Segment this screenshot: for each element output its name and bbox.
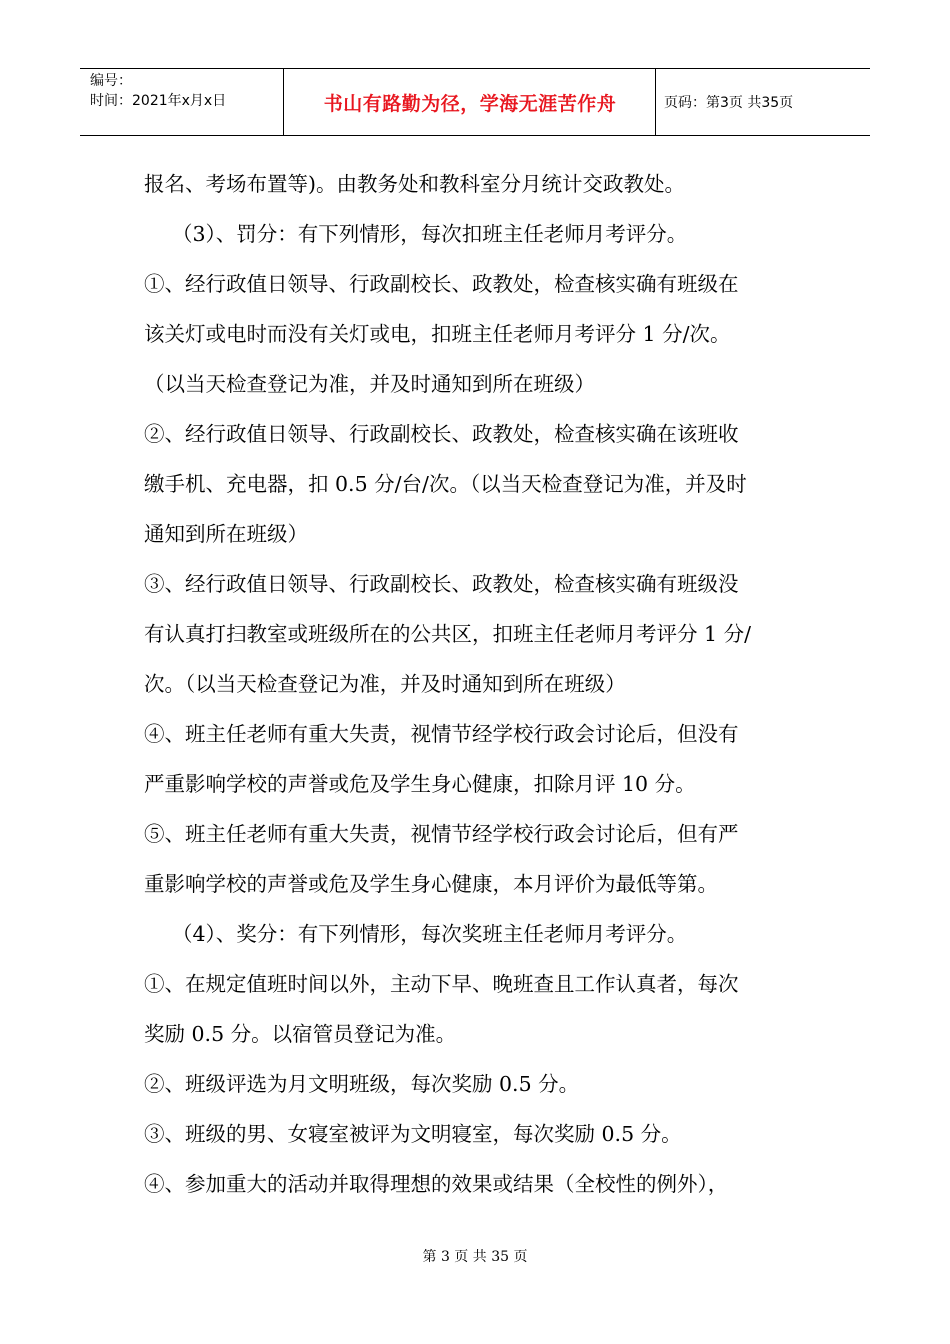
body-line: 有认真打扫教室或班级所在的公共区，扣班主任老师月考评分 1 分/ [144,622,751,646]
body-line: ③、经行政值日领导、行政副校长、政教处，检查核实确有班级没 [144,572,739,596]
body-line: ②、经行政值日领导、行政副校长、政教处，检查核实确在该班收 [144,422,739,446]
document-number-label: 编号： [90,73,132,89]
body-line: 重影响学校的声誉或危及学生身心健康，本月评价为最低等第。 [144,872,718,896]
body-line: ⑤、班主任老师有重大失责，视情节经学校行政会讨论后，但有严 [144,822,739,846]
body-line: ②、班级评选为月文明班级，每次奖励 0.5 分。 [144,1072,580,1096]
header-page-info: 页码：第3页 共35页 [664,95,794,111]
body-line: 次。（以当天检查登记为准，并及时通知到所在班级） [144,672,626,696]
section-heading-penalty: （3）、罚分：有下列情形，每次扣班主任老师月考评分。 [172,222,688,246]
body-line: 该关灯或电时而没有关灯或电，扣班主任老师月考评分 1 分/次。 [144,322,731,346]
body-line: ③、班级的男、女寝室被评为文明寝室，每次奖励 0.5 分。 [144,1122,682,1146]
document-date: 时间：2021年x月x日 [90,93,227,109]
body-line: 奖励 0.5 分。以宿管员登记为准。 [144,1022,457,1046]
header-meta [90,71,226,111]
body-line: 严重影响学校的声誉或危及学生身心健康，扣除月评 10 分。 [144,772,696,796]
body-line: ④、班主任老师有重大失责，视情节经学校行政会讨论后，但没有 [144,722,739,746]
body-line: ④、参加重大的活动并取得理想的效果或结果（全校性的例外）， [144,1172,729,1196]
body-line: （以当天检查登记为准，并及时通知到所在班级） [144,372,595,396]
body-line: 报名、考场布置等)。由教务处和教科室分月统计交政教处。 [144,172,685,196]
page-header [80,68,870,136]
section-heading-reward: （4）、奖分：有下列情形，每次奖班主任老师月考评分。 [172,922,688,946]
body-line: ①、经行政值日领导、行政副校长、政教处，检查核实确有班级在 [144,272,739,296]
body-line: ①、在规定值班时间以外，主动下早、晚班查且工作认真者，每次 [144,972,739,996]
header-motto: 书山有路勤为径，学海无涯苦作舟 [323,92,617,115]
document-body [144,164,814,1214]
body-line: 缴手机、充电器，扣 0.5 分/台/次。（以当天检查登记为准，并及时 [144,472,747,496]
page-footer: 第 3 页 共 35 页 [422,1249,528,1265]
body-line: 通知到所在班级） [144,522,308,546]
